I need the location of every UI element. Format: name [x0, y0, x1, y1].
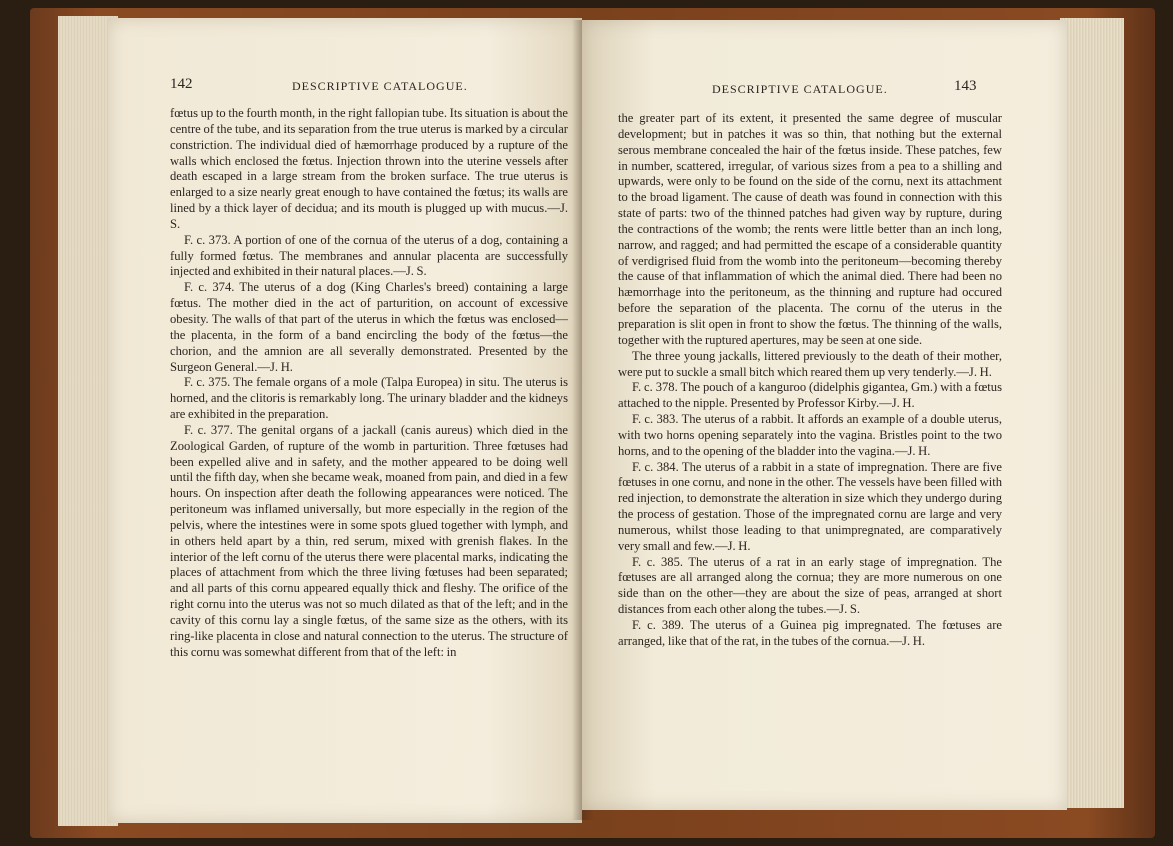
paragraph: F. c. 383. The uterus of a rabbit. It affords an example of a double uterus, with two horns opening separately into the vagina. Bristles point to the two horns, and to the opening of the bladder into the vagina.—J. H.: [618, 412, 1002, 458]
right-page: [582, 20, 1067, 810]
paragraph: The three young jackalls, littered previously to the death of their mother, were put to suckle a small bitch which reared them up very tenderly.—J. H.: [618, 348, 1002, 379]
paragraph: F. c. 384. The uterus of a rabbit in a state of impregnation. There are five fœtuses in one cornu, and none in the other. The vessels have been filled with red injection, to demonstrate the alteration in size which they undergo during the process of gestation. Those of the impregnated cornu are large and very numerous, whilst those leading to that unimpregnated, are comparatively very small and few.—J. H.: [618, 459, 1002, 553]
page-number: 142: [170, 76, 193, 92]
paragraph: F. c. 389. The uterus of a Guinea pig impregnated. The fœtuses are arranged, like that of the rat, in the tubes of the cornua.—J. H.: [618, 618, 1002, 648]
paragraph: the greater part of its extent, it presented the same degree of muscular development; but in patches it was so thin, that nothing but the external serous membrane concealed the hair of the fœtus inside. These patches, few in number, scattered, irregular, of various sizes from a pea to a shilling and upwards, were only to be found on the side of the cornu, next its attachment to the broad ligament. The cause of death was found in connection with this state of parts: two of the thinned patches had given way by rupture, during the contractions of the womb; the rents were little better than an inch long, narrow, and ragged; and had permitted the escape of a considerable quantity of verdigrised fluid from the womb into the peritoneum—becoming thereby the cause of that inflammation of which the animal died. There had been no hæmorrhage into the peritoneum, as the thinning and rupture had occured before the separation of the placenta. The cornu of the uterus in the preparation is slit open in front to show the fœtus. The thinning of the walls, together with the ruptured apertures, may be seen at one side.: [618, 111, 1002, 347]
page-edges-right: [1060, 18, 1124, 808]
paragraph: F. c. 373. A portion of one of the cornua of the uterus of a dog, containing a fully formed fœtus. The membranes and annular placenta are successfully injected and exhibited in their natural places.—J. S.: [170, 232, 568, 279]
page-number: 143: [954, 78, 977, 94]
paragraph: F. c. 378. The pouch of a kanguroo (didelphis gigantea, Gm.) with a fœtus attached to the nipple. Presented by Professor Kirby.—J. H.: [618, 380, 1002, 411]
paragraph: fœtus up to the fourth month, in the right fallopian tube. Its situation is about the centre of the tube, and its separation from the true uterus is marked by a circular constriction. The individual died of hæmorrhage produced by a rupture of the walls which enclosed the fœtus. Injection thrown into the uterine vessels after death escaped in a large stream from the broken surface. The true uterus is enlarged to a size nearly great enough to have contained the fœtus; its walls are lined by a thick layer of decidua; and its mouth is plugged up with mucus.—J. S.: [170, 106, 568, 231]
left-page: [108, 18, 582, 823]
body-text: [618, 111, 1002, 650]
running-head: DESCRIPTIVE CATALOGUE.: [292, 79, 468, 93]
body-text: [170, 106, 568, 661]
paragraph: F. c. 375. The female organs of a mole (Talpa Europea) in situ. The uterus is horned, and the clitoris is remarkably long. The urinary bladder and the kidneys are exhibited in the preparation.: [170, 375, 568, 422]
paragraph: F. c. 385. The uterus of a rat in an early stage of impregnation. The fœtuses are all arranged along the cornua; they are more numerous on one side than on the other—they are about the size of peas, arranged at short distances from each other along the tubes.—J. S.: [618, 554, 1002, 617]
running-head: DESCRIPTIVE CATALOGUE.: [712, 82, 888, 96]
paragraph: F. c. 377. The genital organs of a jackall (canis aureus) which died in the Zoological Garden, of rupture of the womb in parturition. Three fœtuses had been expelled alive and in safety, and the mother appeared to be doing well until the fifth day, when she became weak, moaned from pain, and died in a few hours. On inspection after death the following appearances were noticed. The peritoneum was inflamed universally, but more especially in the region of the pelvis, where the intestines were in some spots glued together with lymph, and in others held apart by a thin, red serum, mixed with grenish flakes. In the interior of the left cornu of the uterus there were placental marks, indicating the places of attachment from which the three living fœtuses had been separated; and all parts of this cornu appeared equally thick and fleshy. The orifice of the right cornu into the uterus was not so much dilated as that of the left; and in the cavity of this cornu lay a single fœtus, of the same size as the others, with its ring-like placenta in close and natural connection to the uterus. The structure of this cornu was somewhat different from that of the left: in: [170, 422, 568, 659]
paragraph: F. c. 374. The uterus of a dog (King Charles's breed) containing a large fœtus. The mother died in the act of parturition, on account of excessive obesity. The walls of that part of the uterus in which the fœtus was enclosed—the placenta, in the form of a band encircling the body of the fœtus—the chorion, and the amnion are all severally demonstrated. Presented by the Surgeon General.—J. H.: [170, 280, 568, 374]
